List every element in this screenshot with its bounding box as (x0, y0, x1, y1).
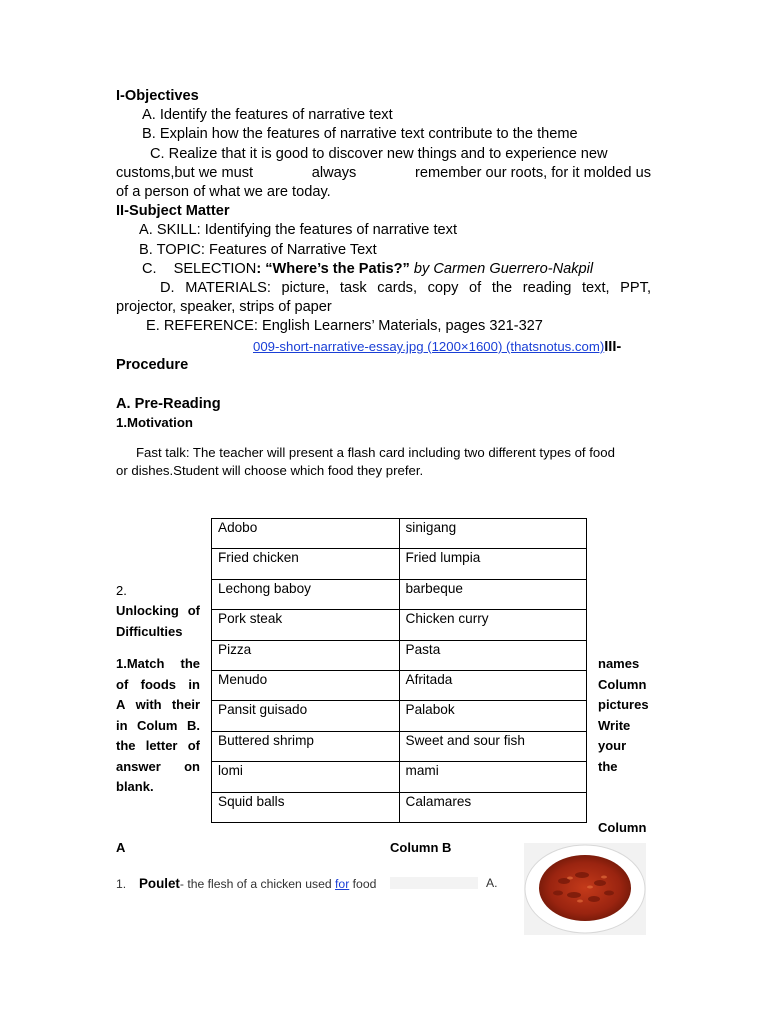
objective-a: A. Identify the features of narrative text (142, 107, 393, 123)
table-row (212, 579, 587, 609)
food-cell-right: Sweet and sour fish (399, 731, 587, 761)
match-right-2: Column (598, 677, 647, 692)
match-line7: blank. (116, 779, 154, 794)
food-cell-right: Pasta (399, 640, 587, 670)
motivation-heading: 1.Motivation (116, 415, 193, 430)
food-cell-right: mami (399, 762, 587, 792)
subject-b-topic: B. TOPIC: Features of Narrative Text (139, 242, 377, 258)
table-row (212, 610, 587, 640)
table-row (212, 792, 587, 822)
column-b-label: Column B (390, 840, 452, 855)
food-cell-right: Calamares (399, 792, 587, 822)
food-cell-left: Pork steak (212, 610, 400, 640)
match-word: B. (186, 718, 200, 733)
subject-d-materials-line1 (160, 279, 651, 298)
match-word: on (184, 759, 200, 774)
match-line1 (116, 654, 200, 675)
subject-c-selection (142, 260, 593, 279)
match-word: the (180, 656, 200, 671)
food-cell-left: Adobo (212, 519, 400, 549)
selection-label: SELECTION (173, 261, 257, 277)
food-cell-left: Squid balls (212, 792, 400, 822)
column-a-label: A (116, 840, 126, 855)
match-line6 (116, 757, 200, 778)
food-cell-left: Lechong baboy (212, 579, 400, 609)
item-1-term: Poulet (138, 876, 180, 891)
pre-reading-heading: A. Pre-Reading (116, 396, 221, 412)
reference-link[interactable]: 009-short-narrative-essay.jpg (1200×1600) (thatsnotus.com) (253, 339, 605, 354)
objective-c-word3: remember our roots, for it molded us (414, 165, 651, 181)
item-1-number: 1. (116, 877, 127, 891)
procedure-heading-part2: Procedure (116, 357, 189, 373)
food-cell-right: Palabok (399, 701, 587, 731)
objective-c-line2 (116, 164, 651, 183)
match-right-4: Write (598, 718, 631, 733)
match-word: foods (140, 677, 177, 692)
match-word: their (171, 697, 200, 712)
match-word: 1.Match (116, 656, 165, 671)
food-table (211, 518, 587, 823)
fast-talk-line1: Fast talk: The teacher will present a flash card including two different types of food (136, 445, 615, 460)
match-word: with (135, 697, 162, 712)
food-cell-right: Fried lumpia (399, 549, 587, 579)
match-line2 (116, 675, 200, 696)
match-word: answer (116, 759, 161, 774)
table-row (212, 640, 587, 670)
food-cell-left: Pizza (212, 640, 400, 670)
table-row (212, 731, 587, 761)
unlocking-number: 2. (116, 583, 127, 598)
objective-b: B. Explain how the features of narrative text contribute to the theme (142, 126, 578, 142)
table-row (212, 701, 587, 731)
food-picture (524, 843, 646, 935)
food-cell-right: Afritada (399, 670, 587, 700)
match-right-1: names (598, 656, 640, 671)
food-cell-left: Pansit guisado (212, 701, 400, 731)
match-line5 (116, 736, 200, 757)
food-dish-image (524, 843, 646, 935)
subject-d-materials-line2: projector, speaker, strips of paper (116, 299, 332, 315)
table-row (212, 519, 587, 549)
match-line4 (116, 716, 200, 737)
match-line3 (116, 695, 200, 716)
selection-title: : “Where’s the Patis?” (256, 261, 410, 277)
objective-c-word2: always (311, 165, 357, 181)
match-word: in (188, 677, 200, 692)
match-word: of (116, 677, 129, 692)
food-cell-left: lomi (212, 762, 400, 792)
unlocking-line1 (116, 601, 200, 622)
match-word: A (116, 697, 126, 712)
unlocking-word: Unlocking (116, 603, 179, 618)
table-row (212, 762, 587, 792)
food-cell-left: Buttered shrimp (212, 731, 400, 761)
unlocking-line2: Difficulties (116, 624, 183, 639)
match-word: in (116, 718, 128, 733)
food-cell-left: Menudo (212, 670, 400, 700)
subject-matter-heading: II-Subject Matter (116, 203, 230, 219)
subject-e-reference: E. REFERENCE: English Learners’ Materials, pages 321-327 (146, 318, 543, 334)
materials-text: D. MATERIALS: picture, task cards, copy of the reading text, PPT, (160, 280, 651, 296)
procedure-heading-part1: III- (604, 339, 622, 355)
objective-c-word1: customs,but we must (116, 165, 254, 181)
table-row (212, 670, 587, 700)
reference-link-line (253, 338, 621, 356)
match-right-5: your (598, 738, 627, 753)
match-word: of (187, 738, 200, 753)
subject-c-label: C. (142, 261, 157, 277)
objective-c-line1: C. Realize that it is good to discover new things and to experience new (150, 146, 608, 162)
match-right-3: pictures (598, 697, 649, 712)
answer-blank[interactable] (390, 877, 478, 889)
match-word: letter (145, 738, 178, 753)
item-1-definition-a: - the flesh of a chicken used (179, 877, 336, 891)
subject-a-skill: A. SKILL: Identifying the features of narrative text (139, 222, 457, 238)
objectives-heading: I-Objectives (116, 88, 199, 104)
food-cell-right: sinigang (399, 519, 587, 549)
fast-talk-line2: or dishes.Student will choose which food they prefer. (116, 463, 424, 478)
selection-author: by Carmen Guerrero-Nakpil (409, 261, 594, 277)
item-1 (116, 875, 376, 893)
unlocking-word: of (187, 603, 200, 618)
food-cell-left: Fried chicken (212, 549, 400, 579)
match-word: the (116, 738, 136, 753)
item-1-letter: A. (486, 876, 498, 890)
objective-c-line3: of a person of what we are today. (116, 184, 331, 200)
item-1-definition-b: food (349, 877, 377, 891)
item-1-definition-for: for (335, 877, 350, 891)
column-right-label: Column (598, 820, 647, 835)
food-cell-right: Chicken curry (399, 610, 587, 640)
match-right-6: the (598, 759, 618, 774)
table-row (212, 549, 587, 579)
match-word: Colum (137, 718, 178, 733)
food-cell-right: barbeque (399, 579, 587, 609)
